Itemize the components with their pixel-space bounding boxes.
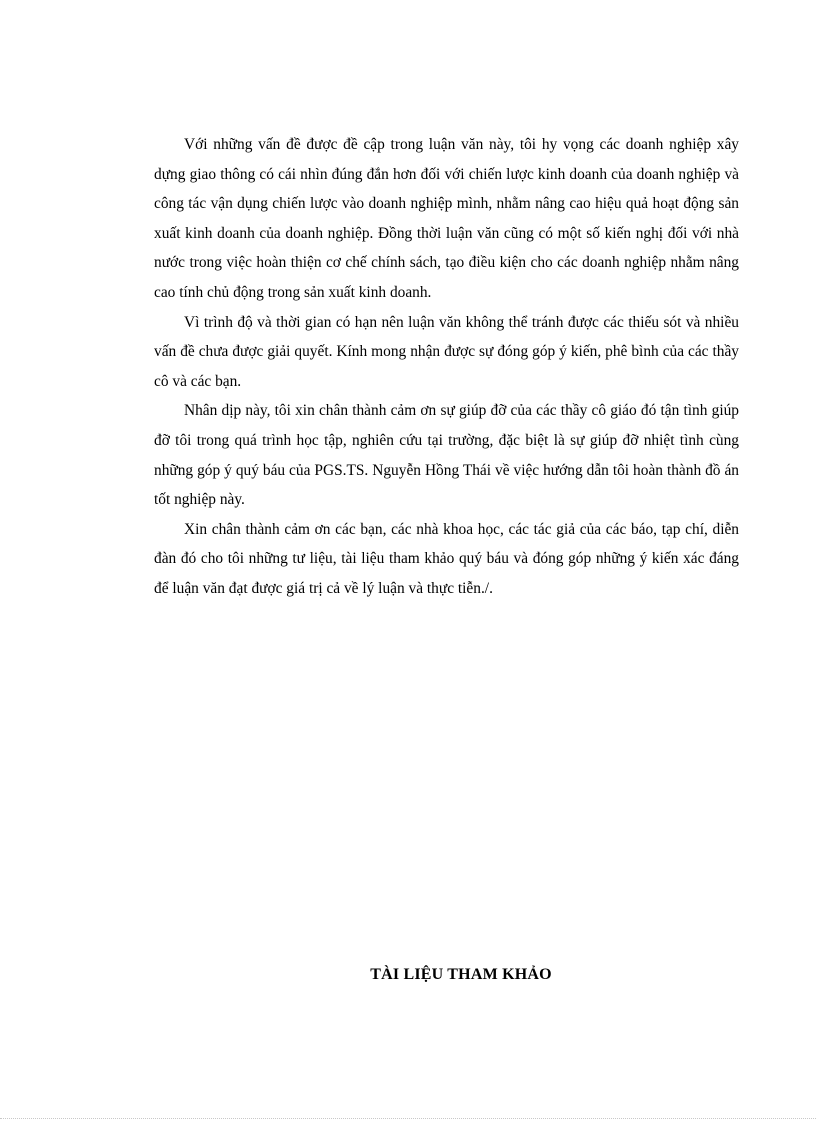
paragraph-acknowledgement-others: Xin chân thành cảm ơn các bạn, các nhà khoa học, các tác giả của các báo, tạp chí, diễn đàn đó cho tôi những tư liệu, tài liệu tham khảo quý báu và đóng góp những ý kiến xác đáng để luận văn đạt được giá trị cả về lý luận và thực tiễn./. — [154, 520, 739, 597]
paragraph-acknowledgement-teachers: Nhân dịp này, tôi xin chân thành cảm ơn sự giúp đỡ của các thầy cô giáo đó tận tình giúp đỡ tôi trong quá trình học tập, nghiên cứu tại trường, đặc biệt là sự giúp đỡ nhiệt tình cùng những góp ý quý báu của PGS.TS. Nguyễn Hồng Thái về việc hướng dẫn tôi hoàn thành đồ án tốt nghiệp này. — [154, 402, 739, 509]
section-heading-references: TÀI LIỆU THAM KHẢO — [370, 966, 552, 983]
paragraph-limitations: Vì trình độ và thời gian có hạn nên luận văn không thể tránh được các thiếu sót và nhiều vấn đề chưa được giải quyết. Kính mong nhận được sự đóng góp ý kiến, phê bình của các thầy cô và các bạn. — [154, 313, 739, 390]
body-text — [154, 130, 739, 604]
page-bottom-divider — [0, 1118, 816, 1119]
paragraph-conclusion: Với những vấn đề được đề cập trong luận văn này, tôi hy vọng các doanh nghiệp xây dựng giao thông có cái nhìn đúng đắn hơn đối với chiến lược kinh doanh của doanh nghiệp và công tác vận dụng chiến lược vào doanh nghiệp mình, nhằm nâng cao hiệu quả hoạt động sản xuất kinh doanh của doanh nghiệp. Đồng thời luận văn cũng có một số kiến nghị đối với nhà nước trong việc hoàn thiện cơ chế chính sách, tạo điều kiện cho các doanh nghiệp nhằm nâng cao tính chủ động trong sản xuất kinh doanh. — [154, 136, 739, 301]
